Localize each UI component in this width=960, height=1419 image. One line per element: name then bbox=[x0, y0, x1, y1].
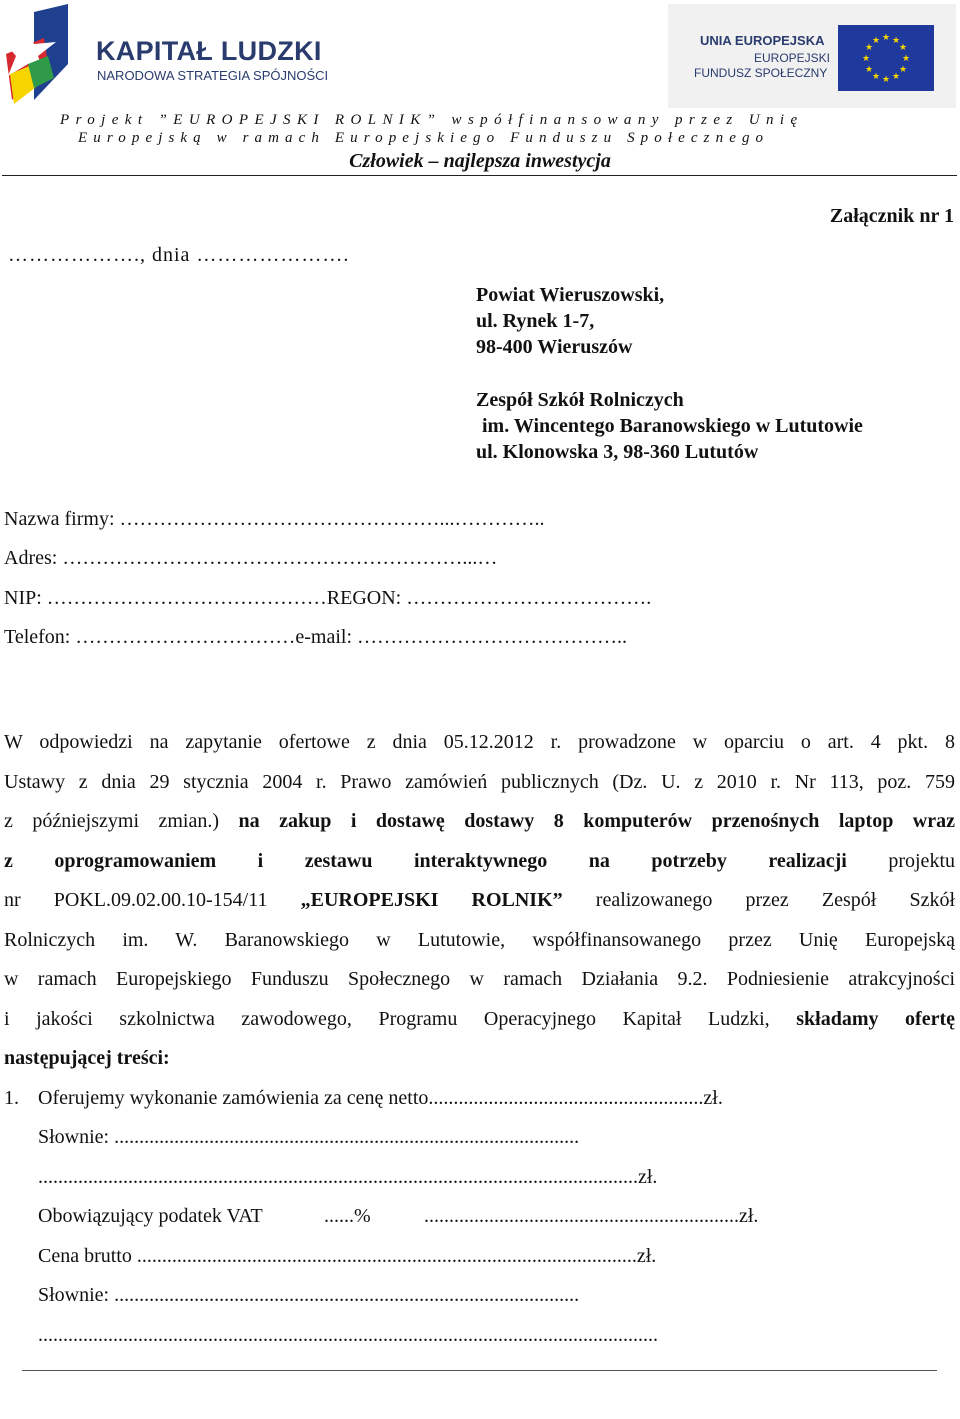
net-words-continuation: ........................................................................................................................zł. bbox=[38, 1166, 658, 1188]
body-line-5-a: nr POKL.09.02.00.10-154/11 bbox=[4, 889, 268, 911]
date-line: ………………., dnia …………………. bbox=[8, 244, 350, 266]
body-line-3-a: z późniejszymi zmian.) bbox=[4, 810, 220, 832]
address-label: Adres: bbox=[4, 547, 58, 569]
net-words-line: Słownie: ............................................................................................. bbox=[38, 1126, 580, 1148]
body-line-8-a: i jakości szkolnictwa zawodowego, Programu Operacyjnego Kapitał Ludzki, bbox=[4, 1008, 770, 1030]
svg-text:★: ★ bbox=[901, 54, 911, 64]
regon-label: REGON: bbox=[326, 587, 402, 609]
svg-text:★: ★ bbox=[864, 43, 874, 53]
header-divider bbox=[2, 175, 957, 176]
recipient-line-4: Zespół Szkół Rolniczych bbox=[476, 389, 684, 411]
eu-fund-line2: FUNDUSZ SPOŁECZNY bbox=[694, 66, 828, 80]
body-line-6: Rolniczych im. W. Baranowskiego w Lututowie, współfinansowanego przez Unię Europejską bbox=[4, 929, 955, 951]
body-line-4-b: projektu bbox=[888, 850, 955, 872]
body-line-1: W odpowiedzi na zapytanie ofertowe z dnia 05.12.2012 r. prowadzone w oparciu o art. 4 pkt. 8 bbox=[4, 731, 955, 753]
address-field bbox=[4, 547, 497, 570]
body-line-9: następującej treści: bbox=[4, 1047, 170, 1069]
body-line-4 bbox=[4, 850, 955, 873]
recipient-line-3: 98-400 Wieruszów bbox=[476, 336, 633, 358]
svg-text:★: ★ bbox=[891, 72, 901, 82]
gross-words-continuation: ............................................................................................................................ bbox=[38, 1324, 658, 1346]
firm-name-field bbox=[4, 508, 545, 531]
email-label: e-mail: bbox=[295, 626, 352, 648]
kapital-ludzki-title: KAPITAŁ LUDZKI bbox=[96, 36, 322, 66]
footer-divider bbox=[22, 1370, 937, 1371]
nip-dots: …………………………………… bbox=[46, 587, 327, 609]
offer-number: 1. bbox=[4, 1087, 19, 1109]
project-line-2: Europejską w ramach Europejskiego Funduszu Społecznego bbox=[78, 130, 770, 146]
gross-price-line: Cena brutto ....................................................................................................zł. bbox=[38, 1245, 657, 1267]
phone-label: Telefon: bbox=[4, 626, 71, 648]
body-line-8 bbox=[4, 1008, 955, 1031]
svg-text:★: ★ bbox=[861, 54, 871, 64]
recipient-line-5: im. Wincentego Baranowskiego w Lututowie bbox=[482, 415, 863, 437]
firm-name-label: Nazwa firmy: bbox=[4, 508, 115, 530]
email-dots: ………………………………….. bbox=[357, 626, 627, 648]
svg-text:★: ★ bbox=[881, 75, 891, 85]
recipient-line-1: Powiat Wieruszowski, bbox=[476, 284, 665, 306]
eu-fund-line1: EUROPEJSKI bbox=[754, 51, 831, 65]
net-price-line: Oferujemy wykonanie zamówienia za cenę netto.......................................................zł. bbox=[38, 1087, 723, 1109]
kapital-ludzki-subtitle: NARODOWA STRATEGIA SPÓJNOŚCI bbox=[97, 68, 329, 83]
recipient-line-6: ul. Klonowska 3, 98-360 Lututów bbox=[476, 441, 759, 463]
svg-text:★: ★ bbox=[864, 65, 874, 75]
svg-text:★: ★ bbox=[871, 72, 881, 82]
vat-label: Obowiązujący podatek VAT bbox=[38, 1205, 263, 1227]
body-line-3 bbox=[4, 810, 955, 833]
phone-dots: …………………………… bbox=[75, 626, 296, 648]
phone-email-field bbox=[4, 626, 627, 649]
address-dots: ……………………………………………………...… bbox=[62, 547, 498, 569]
body-line-7: w ramach Europejskiego Funduszu Społecznego w ramach Działania 9.2. Podniesienie atrakcyjności bbox=[4, 968, 955, 990]
project-line-1: Projekt ”EUROPEJSKI ROLNIK” współfinansowany przez Unię bbox=[60, 112, 804, 128]
attachment-label: Załącznik nr 1 bbox=[829, 205, 954, 227]
eu-flag-icon bbox=[838, 25, 934, 91]
svg-text:★: ★ bbox=[871, 36, 881, 46]
body-line-5-c: realizowanego przez Zespół Szkół bbox=[595, 889, 956, 911]
body-line-8-b: składamy ofertę bbox=[796, 1008, 955, 1030]
body-line-5 bbox=[4, 889, 955, 912]
recipient-line-2: ul. Rynek 1-7, bbox=[476, 310, 595, 332]
kapital-ludzki-logo-icon bbox=[4, 4, 94, 108]
nip-label: NIP: bbox=[4, 587, 42, 609]
motto: Człowiek – najlepsza inwestycja bbox=[349, 150, 611, 172]
svg-text:★: ★ bbox=[898, 65, 908, 75]
svg-text:★: ★ bbox=[898, 43, 908, 53]
regon-dots: ………………………………. bbox=[406, 587, 652, 609]
nip-regon-field bbox=[4, 587, 651, 610]
project-name: „EUROPEJSKI ROLNIK” bbox=[300, 889, 563, 911]
svg-text:★: ★ bbox=[891, 36, 901, 46]
body-line-3-b: na zakup i dostawę dostawy 8 komputerów przenośnych laptop wraz bbox=[238, 810, 955, 832]
body-line-2: Ustawy z dnia 29 stycznia 2004 r. Prawo zamówień publicznych (Dz. U. z 2010 r. Nr 113, poz. 759 bbox=[4, 771, 955, 793]
gross-words-line: Słownie: ............................................................................................. bbox=[38, 1284, 580, 1306]
vat-amount: ...............................................................zł. bbox=[424, 1205, 759, 1227]
svg-text:★: ★ bbox=[881, 33, 891, 43]
vat-percent: ......% bbox=[324, 1205, 371, 1227]
firm-name-dots: …………………………………………...………….. bbox=[119, 508, 545, 530]
body-line-4-a: z oprogramowaniem i zestawu interaktywnego na potrzeby realizacji bbox=[4, 850, 847, 872]
eu-title: UNIA EUROPEJSKA bbox=[700, 33, 825, 48]
